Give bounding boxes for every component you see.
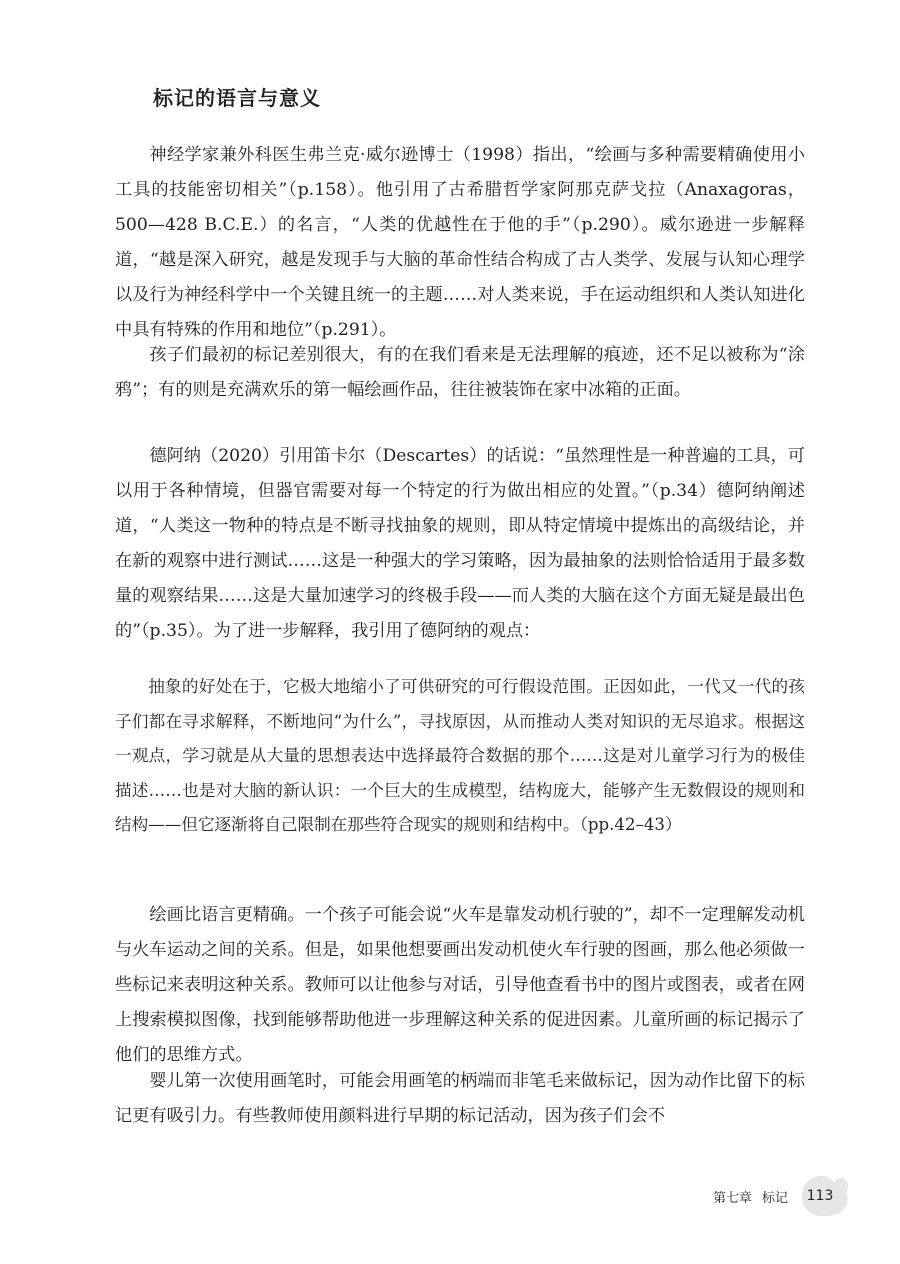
page-number: 113 <box>806 1188 834 1204</box>
paragraph-infant-brush: 婴儿第一次使用画笔时，可能会用画笔的柄端而非笔毛来做标记，因为动作比留下的标记更有吸引力。有些教师使用颜料进行早期的标记活动，因为孩子们会不 <box>115 1071 805 1126</box>
paragraph-wilson: 神经学家兼外科医生弗兰克·威尔逊博士（1998）指出，“绘画与多种需要精确使用小工具的技能密切相关”（p.158）。他引用了古希腊哲学家阿那克萨戈拉（Anaxagoras，500—428 B.C.E.）的名言，“人类的优越性在于他的手”（p.290）。威尔逊进一步解释道，“越是深入研究，越是发现手与大脑的革命性结合构成了古人类学、发展与认知心理学以及行为神经科学中一个关键且统一的主题……对人类来说，手在运动组织和人类认知进化中具有特殊的作用和地位”（p.291）。 <box>115 145 805 340</box>
footer-section: 标记 <box>761 1190 788 1206</box>
paragraph-first-marks: 孩子们最初的标记差别很大，有的在我们看来是无法理解的痕迹，还不足以被称为“涂鸦”；有的则是充满欢乐的第一幅绘画作品，往往被装饰在家中冰箱的正面。 <box>115 345 805 400</box>
page-footer <box>713 1174 850 1218</box>
page-number-badge <box>798 1174 850 1218</box>
block-quote-dehaene: 抽象的好处在于，它极大地缩小了可供研究的可行假设范围。正因如此，一代又一代的孩子们都在寻求解释，不断地问“为什么”，寻找原因，从而推动人类对知识的无尽追求。根据这一观点，学习就是从大量的思想表达中选择最符合数据的那个……这是对儿童学习行为的极佳描述……也是对大脑的新认识：一个巨大的生成模型，结构庞大，能够产生无数假设的规则和结构——但它逐渐将自己限制在那些符合现实的规则和结构中。（pp.42–43） <box>115 677 805 835</box>
section-title: 标记的语言与意义 <box>153 86 321 110</box>
paragraph-drawing-precision: 绘画比语言更精确。一个孩子可能会说“火车是靠发动机行驶的”，却不一定理解发动机与火车运动之间的关系。但是，如果他想要画出发动机使火车行驶的图画，那么他必须做一些标记来表明这种关系。教师可以让他参与对话，引导他查看书中的图片或图表，或者在网上搜索模拟图像，找到能够帮助他进一步理解这种关系的促进因素。儿童所画的标记揭示了他们的思维方式。 <box>115 905 805 1065</box>
paragraph-dehaene: 德阿纳（2020）引用笛卡尔（Descartes）的话说：“虽然理性是一种普遍的工具，可以用于各种情境，但器官需要对每一个特定的行为做出相应的处置。”（p.34）德阿纳阐述道，“人类这一物种的特点是不断寻找抽象的规则，即从特定情境中提炼出的高级结论，并在新的观察中进行测试……这是一种强大的学习策略，因为最抽象的法则恰恰适用于最多数量的观察结果……这是大量加速学习的终极手段——而人类的大脑在这个方面无疑是最出色的”（p.35）。为了进一步解释，我引用了德阿纳的观点： <box>115 446 805 641</box>
footer-chapter: 第七章 <box>712 1190 752 1206</box>
